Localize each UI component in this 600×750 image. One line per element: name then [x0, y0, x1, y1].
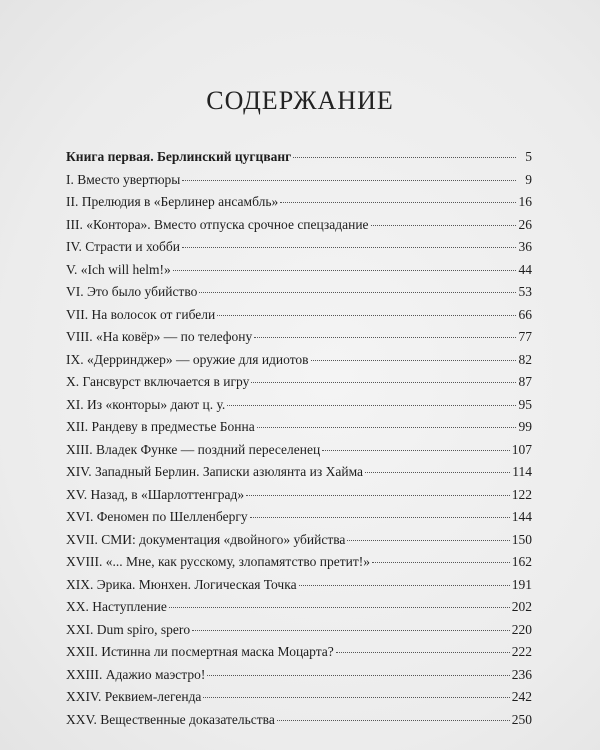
dot-leader — [293, 157, 516, 158]
toc-entry-title: II. Прелюдия в «Берлинер ансамбль» — [66, 194, 279, 209]
toc-page-number: 66 — [518, 306, 532, 322]
toc-entry — [66, 217, 532, 240]
toc-entry-title: III. «Контора». Вместо отпуска срочное спецзадание — [66, 216, 369, 232]
toc-page-number: 250 — [511, 711, 532, 727]
toc-entry — [66, 239, 532, 262]
dot-leader — [217, 315, 516, 316]
toc-entry-title: XVII. СМИ: документация «двойного» убийства — [66, 531, 346, 547]
toc-page-number: 107 — [511, 441, 532, 457]
toc-page-number: 95 — [518, 396, 532, 412]
dot-leader — [207, 675, 509, 676]
toc-entry-title: XIV. Западный Берлин. Записки азюлянта из Хайма — [66, 464, 364, 479]
dot-leader — [311, 360, 516, 361]
dot-leader — [169, 607, 510, 608]
toc-page-number: 44 — [518, 261, 532, 277]
toc-entry-title: X. Гансвурст включается в игру — [66, 374, 250, 389]
dot-leader — [365, 472, 510, 473]
toc-page-number: 242 — [511, 689, 532, 704]
toc-entry — [66, 644, 532, 667]
toc-page-number: 191 — [511, 576, 532, 592]
toc-entry — [66, 374, 532, 397]
toc-entry — [66, 712, 532, 735]
toc-entry-title: XX. Наступление — [66, 599, 167, 614]
dot-leader — [277, 720, 510, 721]
toc-page-number: 77 — [518, 329, 532, 344]
toc-page-number: 9 — [525, 171, 532, 187]
table-of-contents — [66, 149, 532, 734]
toc-entry — [66, 442, 532, 465]
toc-entry — [66, 262, 532, 285]
toc-entry-title: XII. Рандеву в предместье Бонна — [66, 419, 255, 434]
toc-entry — [66, 284, 532, 307]
toc-entry-title: XV. Назад, в «Шарлоттенград» — [66, 486, 245, 502]
toc-entry-title: XXIII. Адажио маэстро! — [66, 666, 206, 682]
toc-entry — [66, 397, 532, 420]
dot-leader — [250, 517, 510, 518]
toc-entry — [66, 667, 532, 690]
show-through-text — [390, 0, 600, 170]
toc-page-number: 5 — [525, 149, 532, 164]
toc-entry-title: Книга первая. Берлинский цугцванг — [66, 149, 292, 164]
toc-entry — [66, 554, 532, 577]
dot-leader — [199, 292, 516, 293]
toc-entry-title: V. «Ich will helm!» — [66, 261, 171, 277]
toc-entry-title: XXIV. Реквием-легенда — [66, 689, 202, 704]
toc-entry-title: IV. Страсти и хобби — [66, 239, 180, 254]
toc-entry-title: I. Вместо увертюры — [66, 171, 181, 187]
toc-entry — [66, 689, 532, 712]
toc-page-number: 114 — [512, 464, 532, 479]
dot-leader — [173, 270, 516, 271]
dot-leader — [280, 202, 516, 203]
dot-leader — [227, 405, 516, 406]
toc-page-number: 16 — [518, 194, 532, 209]
toc-page-number: 150 — [511, 531, 532, 547]
toc-page-number: 220 — [511, 621, 532, 637]
toc-entry — [66, 487, 532, 510]
toc-entry-title: VIII. «На ковёр» — по телефону — [66, 329, 253, 344]
toc-entry-title: VI. Это было убийство — [66, 284, 198, 299]
dot-leader — [336, 652, 510, 653]
toc-entry-title: IX. «Дерринджер» — оружие для идиотов — [66, 351, 309, 367]
toc-page-number: 162 — [511, 554, 532, 569]
dot-leader — [347, 540, 509, 541]
toc-entry — [66, 622, 532, 645]
toc-entry — [66, 577, 532, 600]
toc-page-number: 202 — [511, 599, 532, 614]
dot-leader — [182, 180, 516, 181]
toc-entry-title: XIII. Владек Функе — поздний переселенец — [66, 441, 321, 457]
toc-entry-title: XXV. Вещественные доказательства — [66, 711, 275, 727]
dot-leader — [192, 630, 510, 631]
toc-page-number: 26 — [518, 216, 532, 232]
toc-entry — [66, 172, 532, 195]
toc-entry-title: XIX. Эрика. Мюнхен. Логическая Точка — [66, 576, 297, 592]
dot-leader — [371, 225, 516, 226]
dot-leader — [322, 450, 510, 451]
toc-entry — [66, 532, 532, 555]
toc-entry — [66, 419, 532, 442]
toc-entry — [66, 352, 532, 375]
toc-entry-title: XXI. Dum spiro, spero — [66, 621, 191, 637]
toc-page-number: 99 — [518, 419, 532, 434]
toc-entry-title: XXII. Истинна ли посмертная маска Моцарта? — [66, 644, 334, 659]
dot-leader — [299, 585, 510, 586]
toc-page-number: 236 — [511, 666, 532, 682]
toc-page-number: 53 — [518, 284, 532, 299]
dot-leader — [203, 697, 509, 698]
toc-entry — [66, 149, 532, 172]
dot-leader — [257, 427, 516, 428]
toc-entry — [66, 464, 532, 487]
toc-entry — [66, 307, 532, 330]
toc-entry-title: XVI. Феномен по Шелленбергу — [66, 509, 248, 524]
toc-entry-title: VII. На волосок от гибели — [66, 306, 216, 322]
dot-leader — [251, 382, 516, 383]
toc-entry — [66, 194, 532, 217]
toc-page-number: 87 — [518, 374, 532, 389]
dot-leader — [254, 337, 516, 338]
toc-page-number: 222 — [511, 644, 532, 659]
toc-entry — [66, 329, 532, 352]
toc-entry — [66, 599, 532, 622]
dot-leader — [372, 562, 510, 563]
toc-page-number: 144 — [511, 509, 532, 524]
toc-entry — [66, 509, 532, 532]
toc-entry-title: XI. Из «конторы» дают ц. у. — [66, 396, 226, 412]
toc-page-number: 122 — [511, 486, 532, 502]
dot-leader — [182, 247, 516, 248]
toc-entry-title: XVIII. «... Мне, как русскому, злопамятство претит!» — [66, 554, 370, 569]
dot-leader — [246, 495, 510, 496]
toc-page-number: 36 — [518, 239, 532, 254]
toc-page-number: 82 — [518, 351, 532, 367]
page-title: СОДЕРЖАНИЕ — [206, 86, 394, 115]
